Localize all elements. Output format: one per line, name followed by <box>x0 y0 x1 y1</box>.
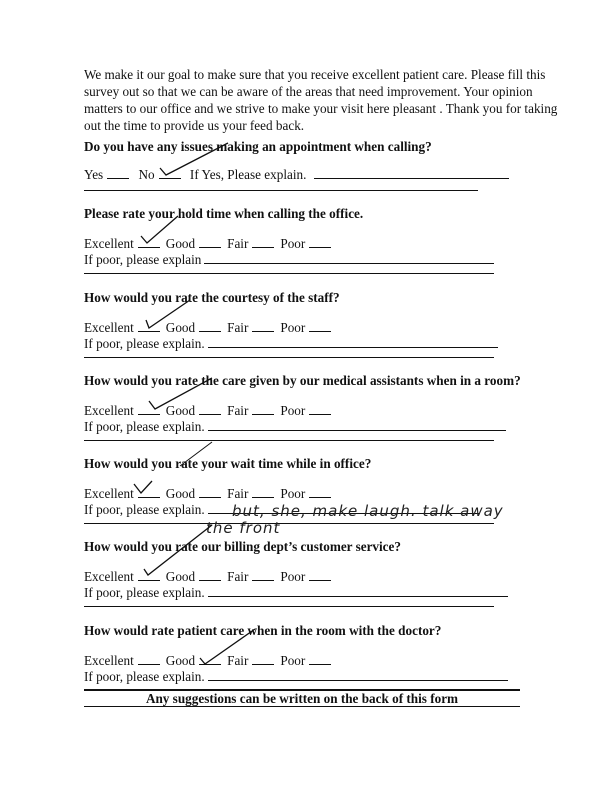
handwritten-comment-line1: but, she, make laugh. talk away <box>232 502 504 520</box>
option-label: Excellent <box>84 320 134 335</box>
checkmark-icon <box>200 629 255 664</box>
option-label: Excellent <box>84 569 134 584</box>
option-label: Good <box>165 653 196 668</box>
option-label: Fair <box>227 486 249 501</box>
explain-label: If poor, please explain <box>84 252 202 267</box>
option-label: Excellent <box>84 236 134 251</box>
option-label: Good <box>165 236 196 251</box>
option-no-label: No <box>138 167 155 182</box>
option-label: Good <box>165 486 196 501</box>
question-text: How would you rate our billing dept’s customer service? <box>84 539 401 554</box>
question-text: How would you rate your wait time while in office? <box>84 456 372 471</box>
checkmark-icon <box>144 525 212 575</box>
option-label: Fair <box>227 320 249 335</box>
option-label: Poor <box>280 403 306 418</box>
explain-label: If poor, please explain. <box>84 336 205 351</box>
option-label: Fair <box>227 236 249 251</box>
option-label: Fair <box>227 569 249 584</box>
question-text: How would rate patient care when in the room with the doctor? <box>84 623 442 638</box>
checkmark-icon <box>134 481 152 493</box>
option-label: Excellent <box>84 486 134 501</box>
question-text: Do you have any issues making an appointment when calling? <box>84 139 432 154</box>
explain-label: If poor, please explain. <box>84 502 205 517</box>
option-label: Good <box>165 320 196 335</box>
option-label: Fair <box>227 403 249 418</box>
option-label: Excellent <box>84 653 134 668</box>
option-label: Excellent <box>84 403 134 418</box>
option-label: Poor <box>280 320 306 335</box>
footer-note: Any suggestions can be written on the back of this form <box>145 691 459 706</box>
explain-label: If poor, please explain. <box>84 419 205 434</box>
explain-label: If poor, please explain. <box>84 585 205 600</box>
checkmark-icon <box>149 378 212 409</box>
checkmark-icon <box>141 216 178 243</box>
option-label: Good <box>165 569 196 584</box>
explain-label: If poor, please explain. <box>84 669 205 684</box>
handwritten-comment-line2: the front <box>206 519 281 537</box>
explain-label: If Yes, Please explain. <box>189 167 307 182</box>
option-label: Fair <box>227 653 249 668</box>
checkmark-icon <box>160 143 228 175</box>
option-yes-label: Yes <box>84 167 104 182</box>
option-label: Poor <box>280 653 306 668</box>
question-text: How would you rate the courtesy of the staff? <box>84 290 340 305</box>
option-label: Poor <box>280 569 306 584</box>
question-text: How would you rate the care given by our medical assistants when in a room? <box>84 373 521 388</box>
option-label: Good <box>165 403 196 418</box>
intro-paragraph: We make it our goal to make sure that you receive excellent patient care. Please fill this survey out so that we can be aware of the areas that need improvement. Your opinion matters to our office and we strive to make your visit here pleasant . Thank you for taking out the time to provide us your feed back. <box>84 67 558 133</box>
checkmark-icon <box>146 300 190 328</box>
question-text: Please rate your hold time when calling the office. <box>84 206 364 221</box>
option-label: Poor <box>280 236 306 251</box>
option-label: Poor <box>280 486 306 501</box>
